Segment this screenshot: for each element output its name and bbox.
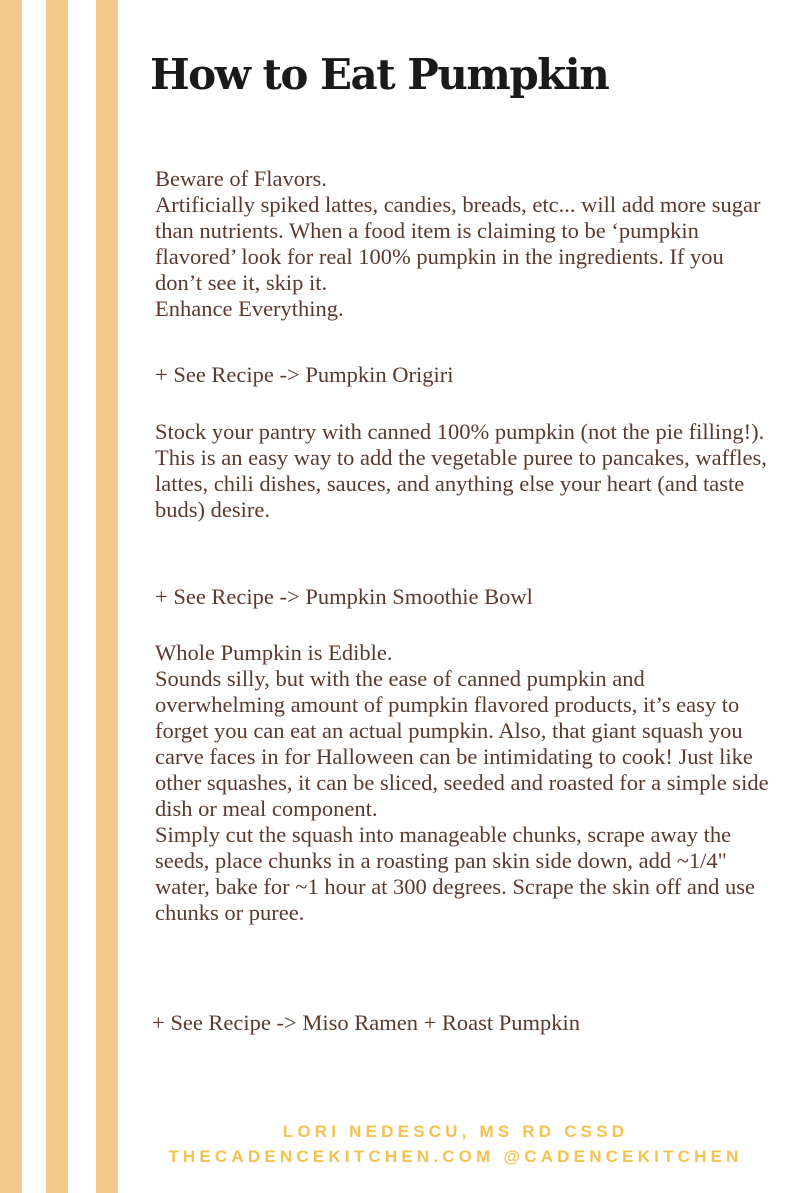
recipe-link-miso-ramen[interactable]: + See Recipe -> Miso Ramen + Roast Pumpkin [152,1010,581,1035]
section-heading-whole-pumpkin: Whole Pumpkin is Edible. [155,640,393,665]
section-body-flavors: Artificially spiked lattes, candies, breads, etc... will add more sugar than nutrients. When a food item is claiming to be ‘pumpkin flavored’ look for real 100% pumpkin in the ingredients. If you don’t see it, skip it. [155,192,761,295]
footer-site: THECADENCEKITCHEN.COM @CADENCEKITCHEN [168,1147,743,1166]
section-heading-enhance: Enhance Everything. [155,296,344,321]
page-title: How to Eat Pumpkin [150,50,609,99]
decorative-stripe-3 [96,0,118,1193]
section-instructions-whole-pumpkin: Simply cut the squash into manageable chunks, scrape away the seeds, place chunks in a roasting pan skin side down, add ~1/4" water, bake for ~1 hour at 300 degrees. Scrape the skin off and use chunks or puree. [155,822,756,925]
recipe-link-smoothie-bowl[interactable]: + See Recipe -> Pumpkin Smoothie Bowl [155,584,533,609]
section-heading-flavors: Beware of Flavors. [155,166,327,191]
section-whole-pumpkin [155,640,775,926]
section-body-pantry: Stock your pantry with canned 100% pumpkin (not the pie filling!). This is an easy way to add the vegetable puree to pancakes, waffles, lattes, chili dishes, sauces, and anything else your heart (and taste buds) desire. [155,419,767,522]
decorative-stripe-2 [46,0,68,1193]
section-flavors [155,166,775,322]
recipe-link-pumpkin-origiri[interactable]: + See Recipe -> Pumpkin Origiri [155,362,454,387]
footer-author: LORI NEDESCU, MS RD CSSD [282,1122,629,1141]
section-pantry [155,419,775,523]
section-body-whole-pumpkin: Sounds silly, but with the ease of canned pumpkin and overwhelming amount of pumpkin flavored products, it’s easy to forget you can eat an actual pumpkin. Also, that giant squash you carve faces in for Halloween can be intimidating to cook! Just like other squashes, it can be sliced, seeded and roasted for a simple side dish or meal component. [155,666,769,821]
decorative-stripe-1 [0,0,22,1193]
